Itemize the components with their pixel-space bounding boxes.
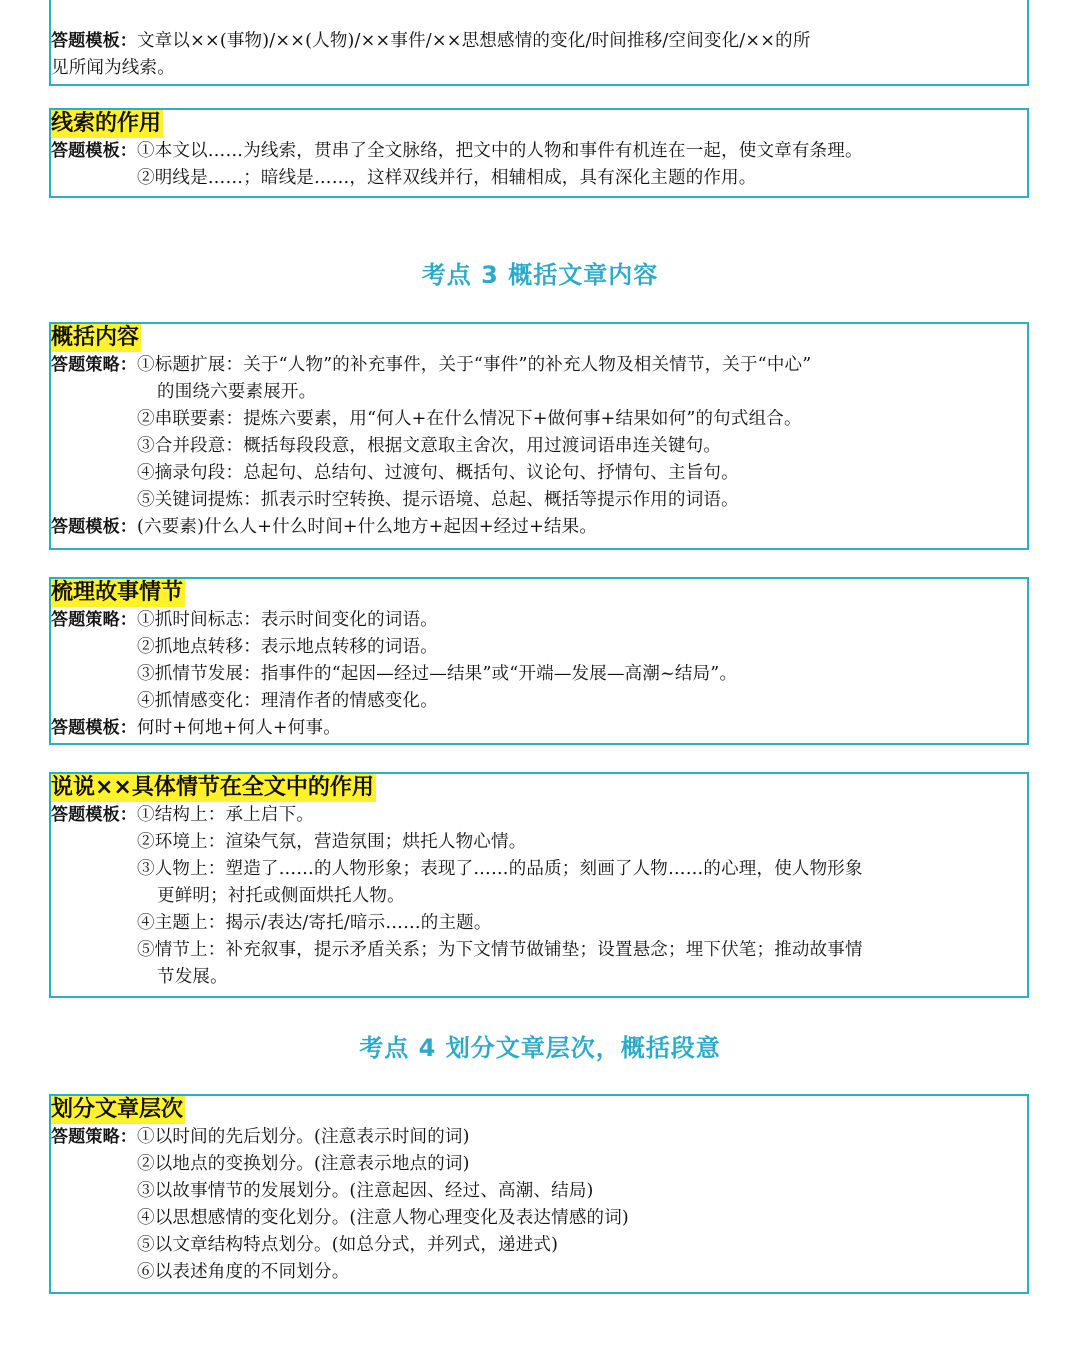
- list-item: ①以时间的先后划分。(注意表示时间的词): [137, 1127, 470, 1147]
- plot-box: [49, 577, 1029, 745]
- summary-heading: 概括内容: [51, 325, 140, 350]
- section3-title: 考点 3 概括文章内容: [421, 261, 659, 289]
- list-item: ④摘录句段：总起句、总结句、过渡句、概括句、议论句、抒情句、主旨句。: [137, 463, 739, 483]
- list-item: ④主题上：揭示/表达/寄托/暗示……的主题。: [137, 913, 492, 933]
- list-item: ①抓时间标志：表示时间变化的词语。: [137, 610, 438, 630]
- template-text-line2: 见所闻为线索。: [51, 58, 175, 78]
- section4-title: 考点 4 划分文章层次，概括段意: [359, 1034, 721, 1062]
- list-item: ②环境上：渲染气氛，营造氛围；烘托人物心情。: [137, 832, 527, 852]
- list-item: ③抓情节发展：指事件的“起因—经过—结果”或“开端—发展—高潮~结局”。: [137, 664, 738, 684]
- list-item: ⑤关键词提炼：抓表示时空转换、提示语境、总起、概括等提示作用的词语。: [137, 490, 739, 510]
- list-item: ④抓情感变化：理清作者的情感变化。: [137, 691, 438, 711]
- list-item: ③合并段意：概括每段段意，根据文意取主舍次，用过渡词语串连关键句。: [137, 436, 722, 456]
- list-item: ③以故事情节的发展划分。(注意起因、经过、高潮、结局): [137, 1181, 594, 1201]
- list-item: ②抓地点转移：表示地点转移的词语。: [137, 637, 438, 657]
- list-item: ①结构上：承上启下。: [137, 805, 314, 825]
- list-item: ①标题扩展：关于“人物”的补充事件，关于“事件”的补充人物及相关情节，关于“中心”: [137, 355, 812, 375]
- template-text: 何时+何地+何人+何事。: [137, 718, 341, 738]
- list-item: ⑤以文章结构特点划分。(如总分式，并列式，递进式): [137, 1235, 559, 1255]
- list-item: ②串联要素：提炼六要素，用“何人+在什么情况下+做何事+结果如何”的句式组合。: [137, 409, 802, 429]
- template-label: 答题模板：: [51, 805, 137, 825]
- template-label: 答题模板：: [51, 517, 137, 537]
- list-item-continuation: 的围绕六要素展开。: [157, 382, 317, 402]
- list-item: ④以思想感情的变化划分。(注意人物心理变化及表达情感的词): [137, 1208, 629, 1228]
- template-text: (六要素)什么人+什么时间+什么地方+起因+经过+结果。: [137, 517, 598, 537]
- strategy-label: 答题策略：: [51, 355, 137, 375]
- template-label: 答题模板：: [51, 31, 137, 51]
- strategy-label: 答题策略：: [51, 610, 137, 630]
- top-template-box: [49, 0, 1029, 86]
- template-label: 答题模板：: [51, 141, 137, 161]
- template-label: 答题模板：: [51, 718, 137, 738]
- layer-heading: 划分文章层次: [51, 1097, 184, 1122]
- strategy-label: 答题策略：: [51, 1127, 137, 1147]
- list-item: ⑥以表述角度的不同划分。: [137, 1262, 350, 1282]
- template-text-line1: 文章以××(事物)/××(人物)/××事件/××思想感情的变化/时间推移/空间变化/××的所: [137, 31, 811, 51]
- plot-role-box: [49, 772, 1029, 998]
- list-item: ③人物上：塑造了……的人物形象；表现了……的品质；刻画了人物……的心理，使人物形象: [137, 859, 863, 879]
- list-item-continuation: 更鲜明；衬托或侧面烘托人物。: [157, 886, 405, 906]
- list-item: ⑤情节上：补充叙事，提示矛盾关系；为下文情节做铺垫；设置悬念；埋下伏笔；推动故事情: [137, 940, 863, 960]
- list-item: ①本文以……为线索，贯串了全文脉络，把文中的人物和事件有机连在一起，使文章有条理。: [137, 141, 863, 161]
- clue-role-heading: 线索的作用: [51, 111, 162, 136]
- layer-box: [49, 1094, 1029, 1294]
- summary-box: [49, 322, 1029, 550]
- clue-role-box: [49, 108, 1029, 198]
- list-item: ②以地点的变换划分。(注意表示地点的词): [137, 1154, 470, 1174]
- list-item: ②明线是……；暗线是……，这样双线并行，相辅相成，具有深化主题的作用。: [137, 168, 757, 188]
- plot-heading: 梳理故事情节: [51, 580, 184, 605]
- plot-role-heading: 说说××具体情节在全文中的作用: [51, 775, 374, 800]
- list-item-continuation: 节发展。: [157, 967, 228, 987]
